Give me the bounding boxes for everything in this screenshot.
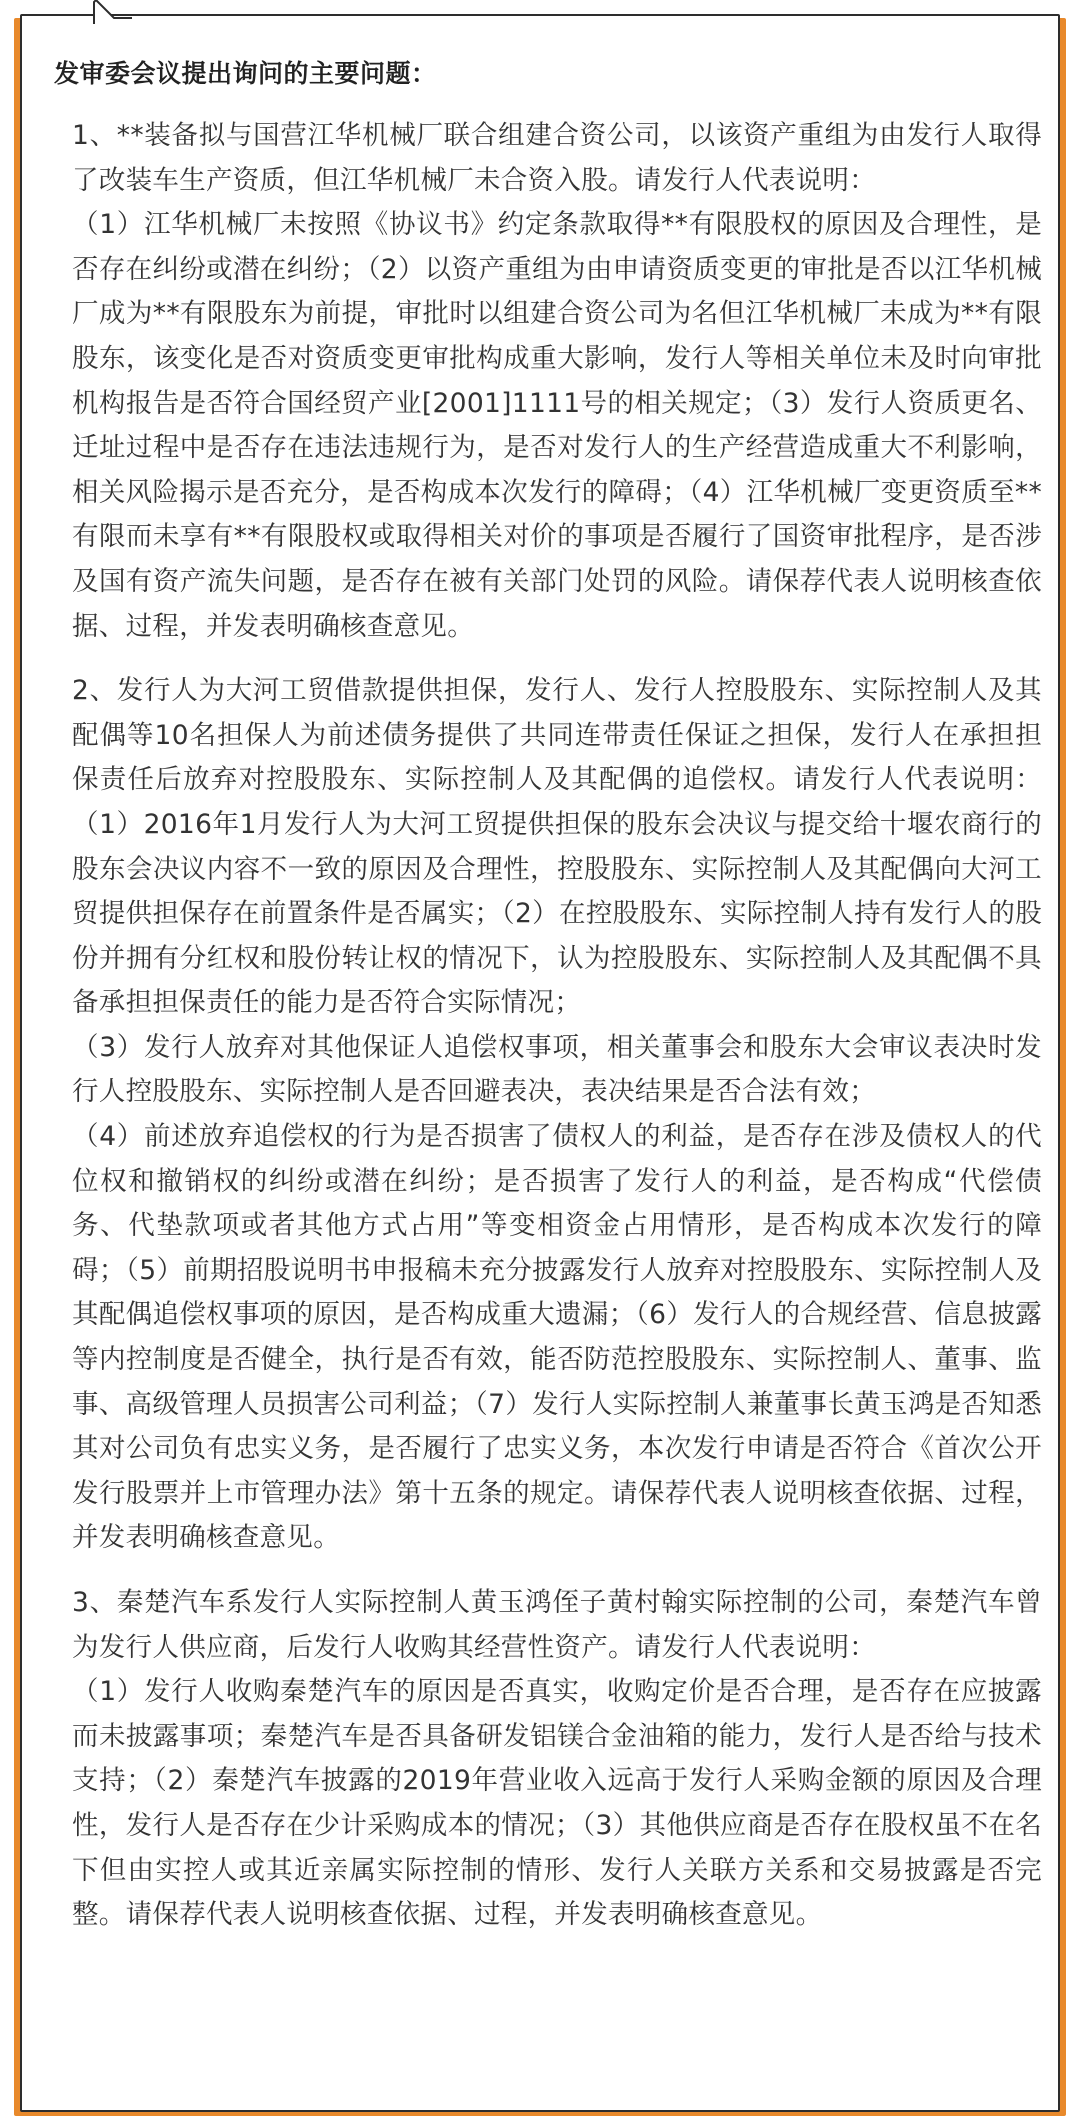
tab-notch-decoration bbox=[92, 0, 132, 24]
document-content bbox=[54, 56, 1042, 1958]
question-3: 3、秦楚汽车系发行人实际控制人黄玉鸿侄子黄村翰实际控制的公司，秦楚汽车曾为发行人供应商，后发行人收购其经营性资产。请发行人代表说明： （1）发行人收购秦楚汽车的原因是否真实，收购定价是否合理，是否存在应披露而未披露事项；秦楚汽车是否具备研发铝镁合金油箱的能力，发行人是否给与技术支持；（2）秦楚汽车披露的2019年营业收入远高于发行人采购金额的原因及合理性，发行人是否存在少计采购成本的情况；（3）其他供应商是否存在股权虽不在名下但由实控人或其近亲属实际控制的情形、发行人关联方关系和交易披露是否完整。请保荐代表人说明核查依据、过程，并发表明确核查意见。 bbox=[72, 1587, 1042, 1931]
question-2: 2、发行人为大河工贸借款提供担保，发行人、发行人控股股东、实际控制人及其配偶等10名担保人为前述债务提供了共同连带责任保证之担保，发行人在承担担保责任后放弃对控股股东、实际控制人及其配偶的追偿权。请发行人代表说明：（1）2016年1月发行人为大河工贸提供担保的股东会决议与提交给十堰农商行的股东会决议内容不一致的原因及合理性，控股股东、实际控制人及其配偶向大河工贸提供担保存在前置条件是否属实；（2）在控股股东、实际控制人持有发行人的股份并拥有分红权和股份转让权的情况下，认为控股股东、实际控制人及其配偶不具备承担担保责任的能力是否符合实际情况； （3）发行人放弃对其他保证人追偿权事项，相关董事会和股东大会审议表决时发行人控股股东、实际控制人是否回避表决，表决结果是否合法有效； （4）前述放弃追偿权的行为是否损害了债权人的利益，是否存在涉及债权人的代位权和撤销权的纠纷或潜在纠纷；是否损害了发行人的利益，是否构成“代偿债务、代垫款项或者其他方式占用”等变相资金占用情形，是否构成本次发行的障碍；（5）前期招股说明书申报稿未充分披露发行人放弃对控股股东、实际控制人及其配偶追偿权事项的原因，是否构成重大遗漏；（6）发行人的合规经营、信息披露等内控制度是否健全，执行是否有效，能否防范控股股东、实际控制人、董事、监事、高级管理人员损害公司利益；（7）发行人实际控制人兼董事长黄玉鸿是否知悉其对公司负有忠实义务，是否履行了忠实义务，本次发行申请是否符合《首次公开发行股票并上市管理办法》第十五条的规定。请保荐代表人说明核查依据、过程，并发表明确核查意见。 bbox=[72, 675, 1042, 1554]
document-card bbox=[20, 14, 1060, 2112]
question-1: 1、**装备拟与国营江华机械厂联合组建合资公司，以该资产重组为由发行人取得了改装车生产资质，但江华机械厂未合资入股。请发行人代表说明： （1）江华机械厂未按照《协议书》约定条款取得**有限股权的原因及合理性，是否存在纠纷或潜在纠纷；（2）以资产重组为由申请资质变更的审批是否以江华机械厂成为**有限股东为前提，审批时以组建合资公司为名但江华机械厂未成为**有限股东，该变化是否对资质变更审批构成重大影响，发行人等相关单位未及时向审批机构报告是否符合国经贸产业[2001]1111号的相关规定；（3）发行人资质更名、迁址过程中是否存在违法违规行为，是否对发行人的生产经营造成重大不利影响，相关风险揭示是否充分，是否构成本次发行的障碍；（4）江华机械厂变更资质至**有限而未享有**有限股权或取得相关对价的事项是否履行了国资审批程序，是否涉及国有资产流失问题，是否存在被有关部门处罚的风险。请保荐代表人说明核查依据、过程，并发表明确核查意见。 bbox=[72, 120, 1042, 642]
document-heading: 发审委会议提出询问的主要问题： bbox=[54, 59, 437, 88]
